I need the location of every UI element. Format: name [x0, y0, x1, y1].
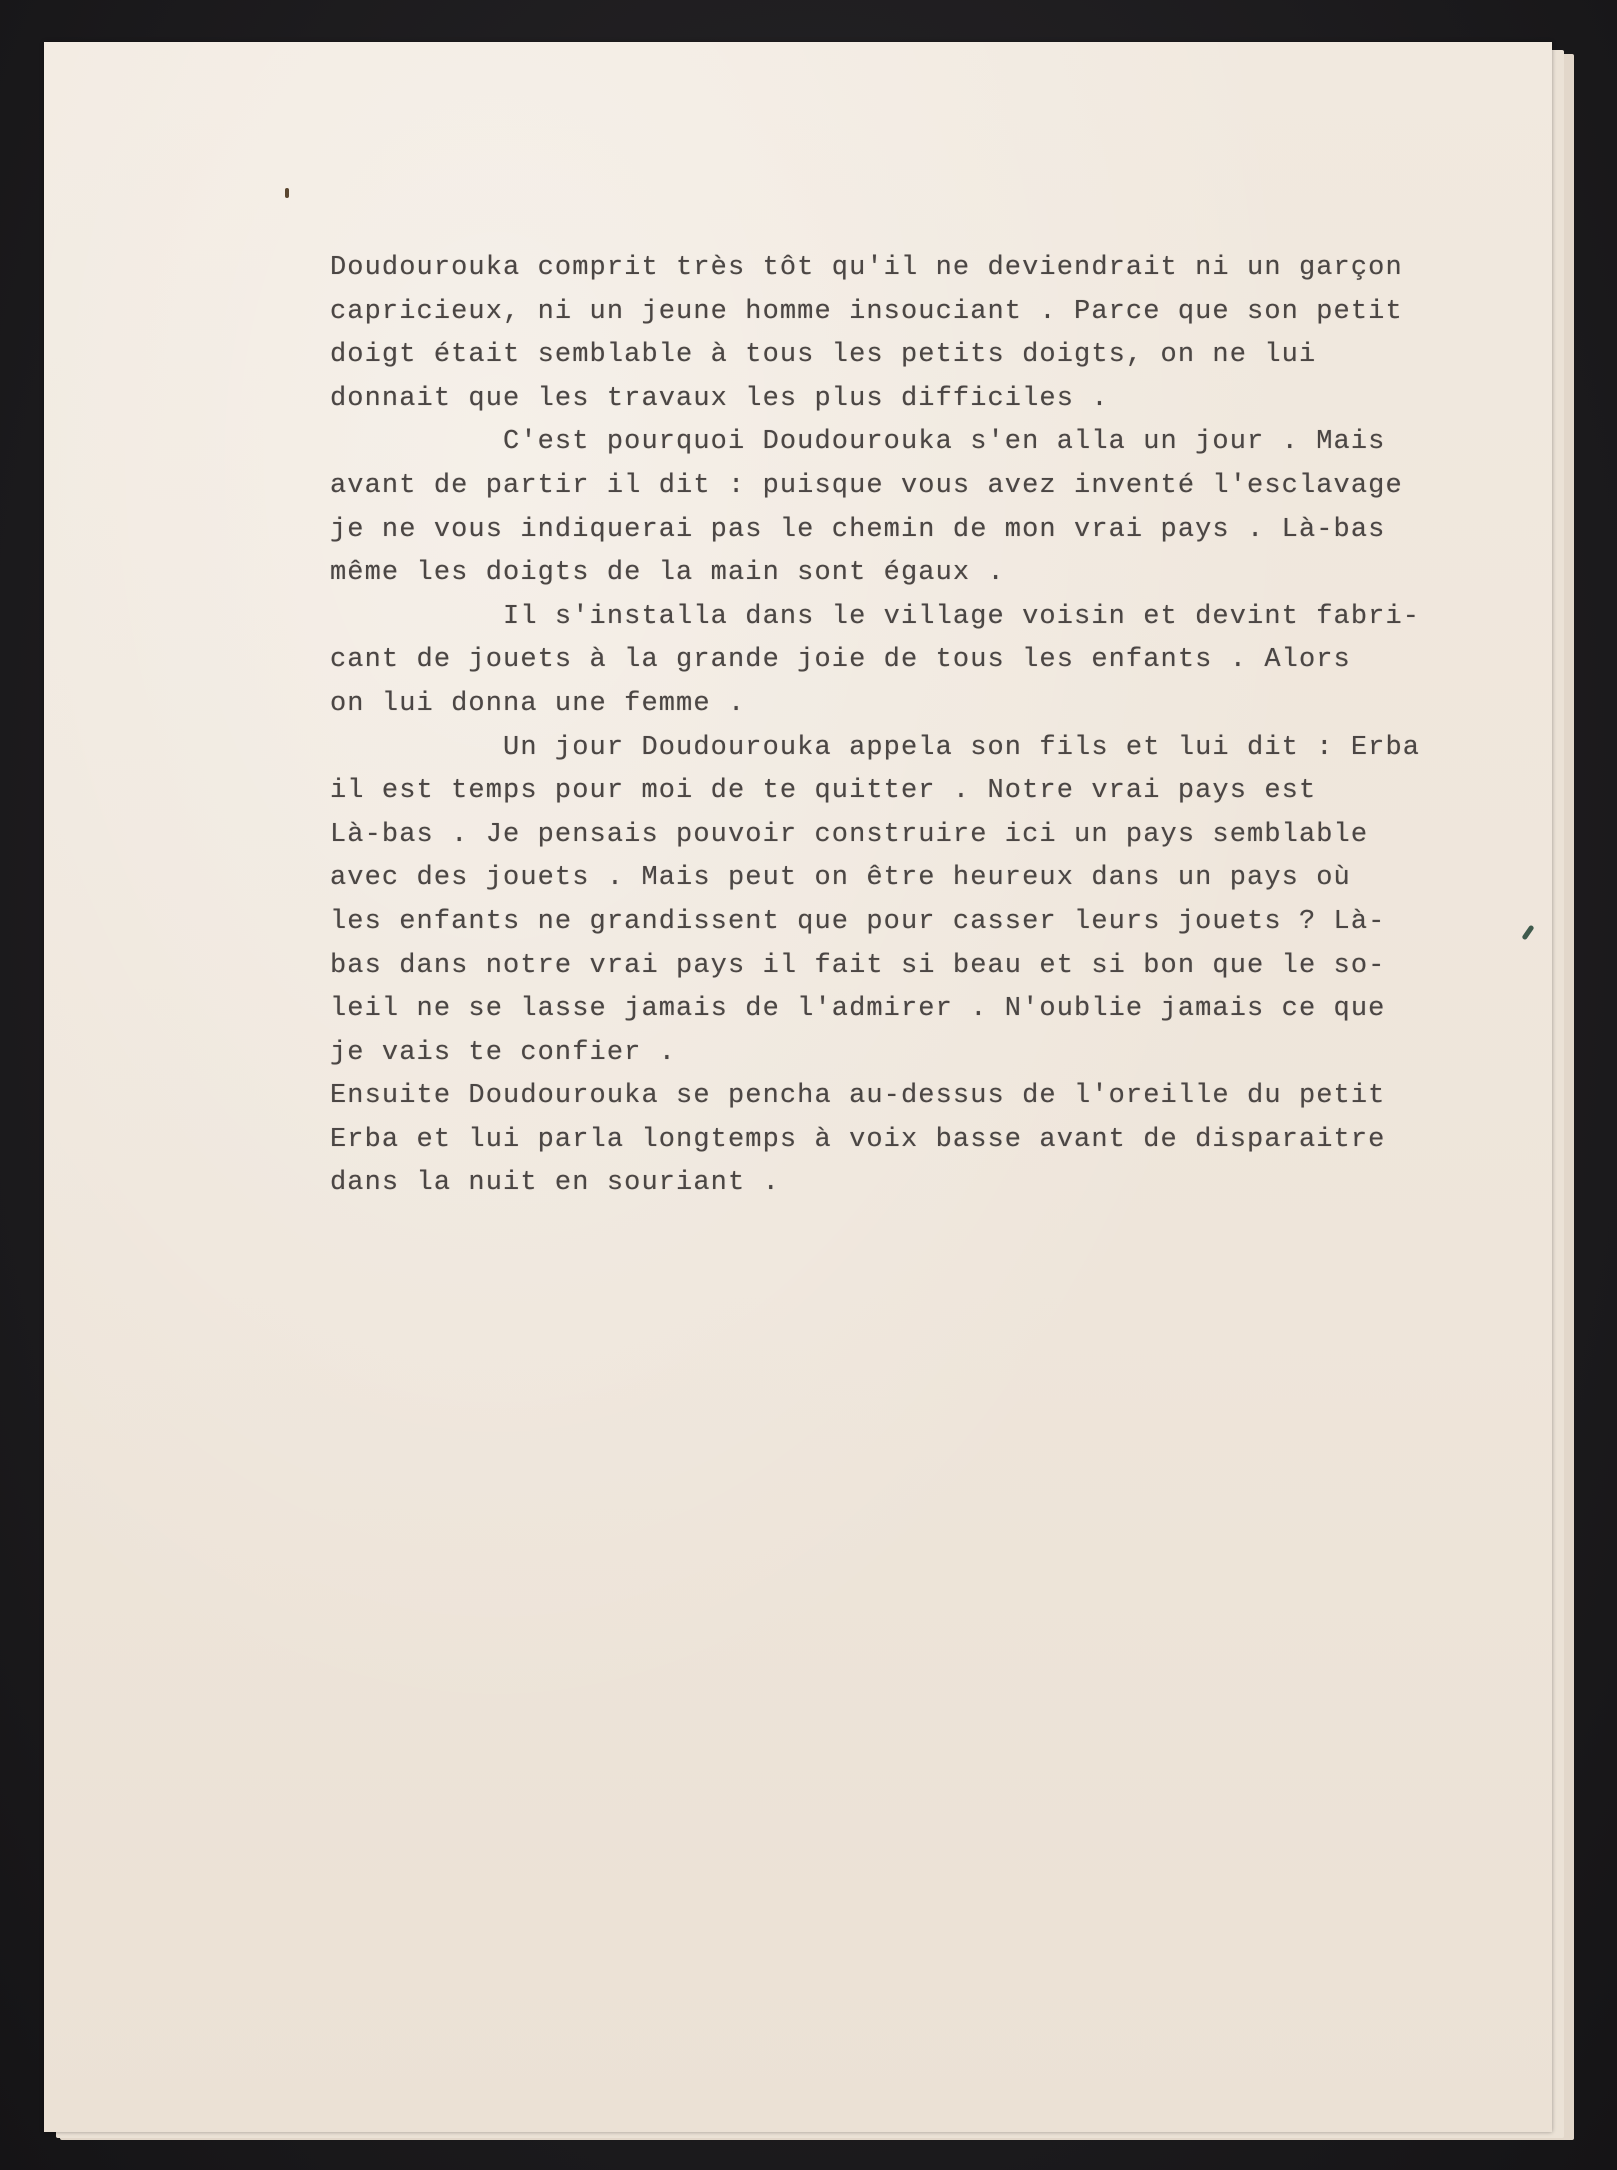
text-line: doigt était semblable à tous les petits doigts, on ne lui: [330, 340, 1317, 371]
text-line: je vais te confier .: [330, 1037, 677, 1068]
text-line: cant de jouets à la grande joie de tous les enfants . Alors: [330, 645, 1351, 676]
text-line: je ne vous indiquerai pas le chemin de mon vrai pays . Là-bas: [330, 514, 1386, 545]
text-line: C'est pourquoi Doudourouka s'en alla un jour . Mais: [330, 427, 1386, 458]
text-line: dans la nuit en souriant .: [330, 1168, 780, 1199]
text-line: donnait que les travaux les plus difficiles .: [330, 383, 1109, 414]
text-line: il est temps pour moi de te quitter . Notre vrai pays est: [330, 776, 1317, 807]
text-line: avec des jouets . Mais peut on être heureux dans un pays où: [330, 863, 1351, 894]
text-line: on lui donna une femme .: [330, 688, 746, 719]
text-line: Ensuite Doudourouka se pencha au-dessus de l'oreille du petit: [330, 1081, 1386, 1112]
typed-text: [330, 247, 1550, 1206]
text-line: même les doigts de la main sont égaux .: [330, 558, 1005, 589]
paper-speck: [285, 188, 289, 198]
text-line: avant de partir il dit : puisque vous avez inventé l'esclavage: [330, 470, 1403, 501]
text-line: Erba et lui parla longtemps à voix basse avant de disparaitre: [330, 1124, 1386, 1155]
text-line: bas dans notre vrai pays il fait si beau et si bon que le so-: [330, 950, 1386, 981]
text-line: Il s'installa dans le village voisin et devint fabri-: [330, 601, 1421, 632]
text-line: capricieux, ni un jeune homme insouciant . Parce que son petit: [330, 296, 1403, 327]
text-line: Là-bas . Je pensais pouvoir construire ici un pays semblable: [330, 819, 1369, 850]
text-line: leil ne se lasse jamais de l'admirer . N'oublie jamais ce que: [330, 994, 1386, 1025]
text-line: Un jour Doudourouka appela son fils et lui dit : Erba: [330, 732, 1421, 763]
text-line: Doudourouka comprit très tôt qu'il ne deviendrait ni un garçon: [330, 253, 1403, 283]
text-line: les enfants ne grandissent que pour casser leurs jouets ? Là-: [330, 906, 1386, 937]
